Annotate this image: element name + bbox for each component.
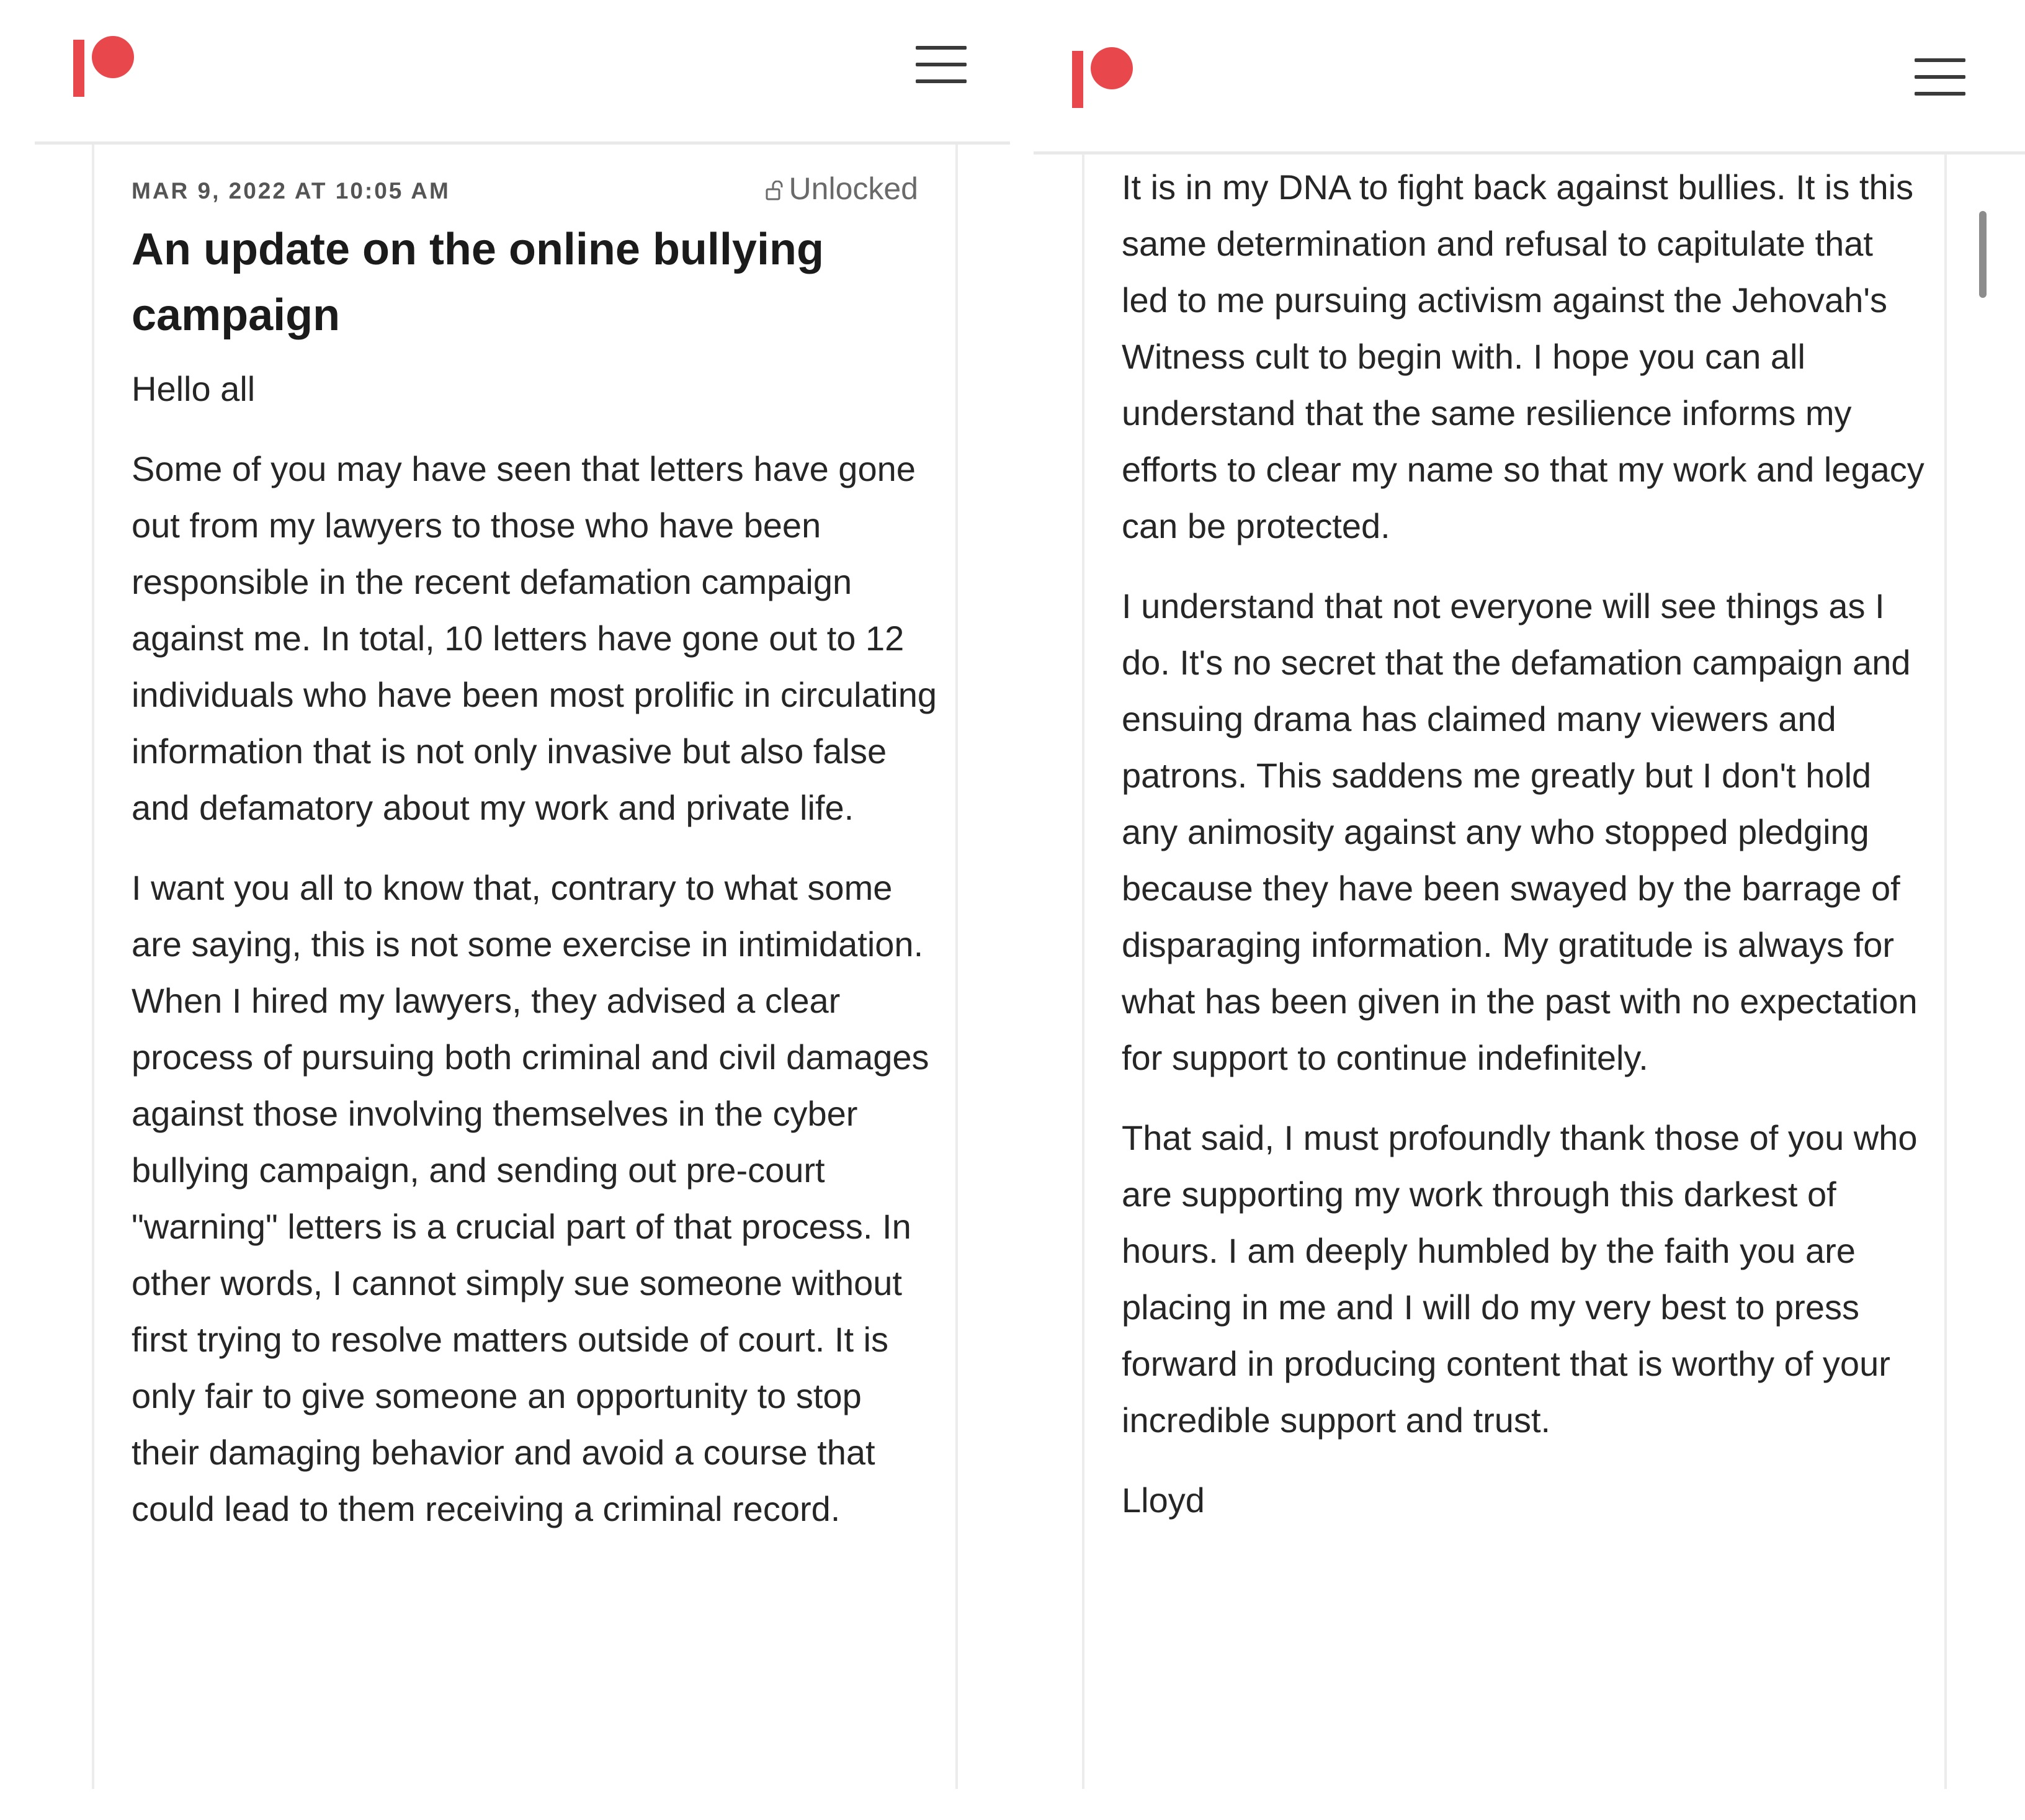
post-date: MAR 9, 2022 AT 10:05 AM [132,178,450,204]
post-paragraph: Some of you may have seen that letters have gone out from my lawyers to those who have been responsible in the recent defamation campaign against me. In total, 10 letters have gone out to 12 individuals who have been most prolific in circulating information that is not only invasive but also false and defamatory about my work and private life. [132,449,937,827]
post-meta [132,171,918,208]
right-screenshot [1030,0,2025,1820]
left-screenshot [0,0,1010,1820]
post-paragraph: I want you all to know that, contrary to what some are saying, this is not some exercise in intimidation. When I hired my lawyers, they advised a clear process of pursuing both criminal and civil damages against those involving themselves in the cyber bullying campaign, and sending out pre-court "warning" letters is a crucial part of that process. In other words, I cannot simply sue someone without first trying to resolve matters outside of court. It is only fair to give someone an opportunity to stop their damaging behavior and avoid a course that could lead to them receiving a criminal record. [132,868,929,1528]
menu-line [1915,58,1965,62]
top-nav-bar [35,0,1010,145]
post-paragraph: That said, I must profoundly thank those of you who are supporting my work through this darkest of hours. I am deeply humbled by the faith you are placing in me and I will do my very best to press forward in producing content that is worthy of your incredible support and trust. [1122,1118,1918,1440]
logo-bar [1072,51,1083,108]
logo-dot [1091,47,1133,89]
post-body [1122,159,1926,1552]
menu-line [916,46,967,50]
post-body [132,361,937,1561]
menu-line [1915,75,1965,79]
menu-line [916,63,967,66]
patreon-logo-icon[interactable] [73,36,141,98]
unlocked-badge [766,171,918,207]
top-nav-bar [1034,2,2025,155]
patreon-logo-icon[interactable] [1072,47,1140,109]
post-paragraph: It is in my DNA to fight back against bullies. It is this same determination and refusal to capitulate that led to me pursuing activism against the Jehovah's Witness cult to begin with. I hope you can all understand that the same resilience informs my efforts to clear my name so that my work and legacy can be protected. [1122,168,1924,545]
menu-line [916,79,967,83]
post-title: An update on the online bullying campaign [132,225,824,340]
post-signature: Lloyd [1122,1481,1205,1520]
scrollbar-thumb[interactable] [1979,211,1987,298]
logo-bar [73,40,84,97]
hamburger-menu-icon[interactable] [1915,58,1965,96]
logo-dot [92,36,134,78]
unlock-icon [766,181,784,200]
menu-line [1915,92,1965,96]
unlocked-label: Unlocked [789,171,918,206]
post-paragraph: I understand that not everyone will see things as I do. It's no secret that the defamation campaign and ensuing drama has claimed many viewers and patrons. This saddens me greatly but I don't hold any animosity against any who stopped pledging because they have been swayed by the barrage of disparaging information. My gratitude is always for what has been given in the past with no expectation for support to continue indefinitely. [1122,586,1918,1077]
post-card [1082,154,1947,1789]
hamburger-menu-icon[interactable] [916,46,967,83]
post-card [92,145,958,1789]
post-greeting: Hello all [132,369,256,408]
